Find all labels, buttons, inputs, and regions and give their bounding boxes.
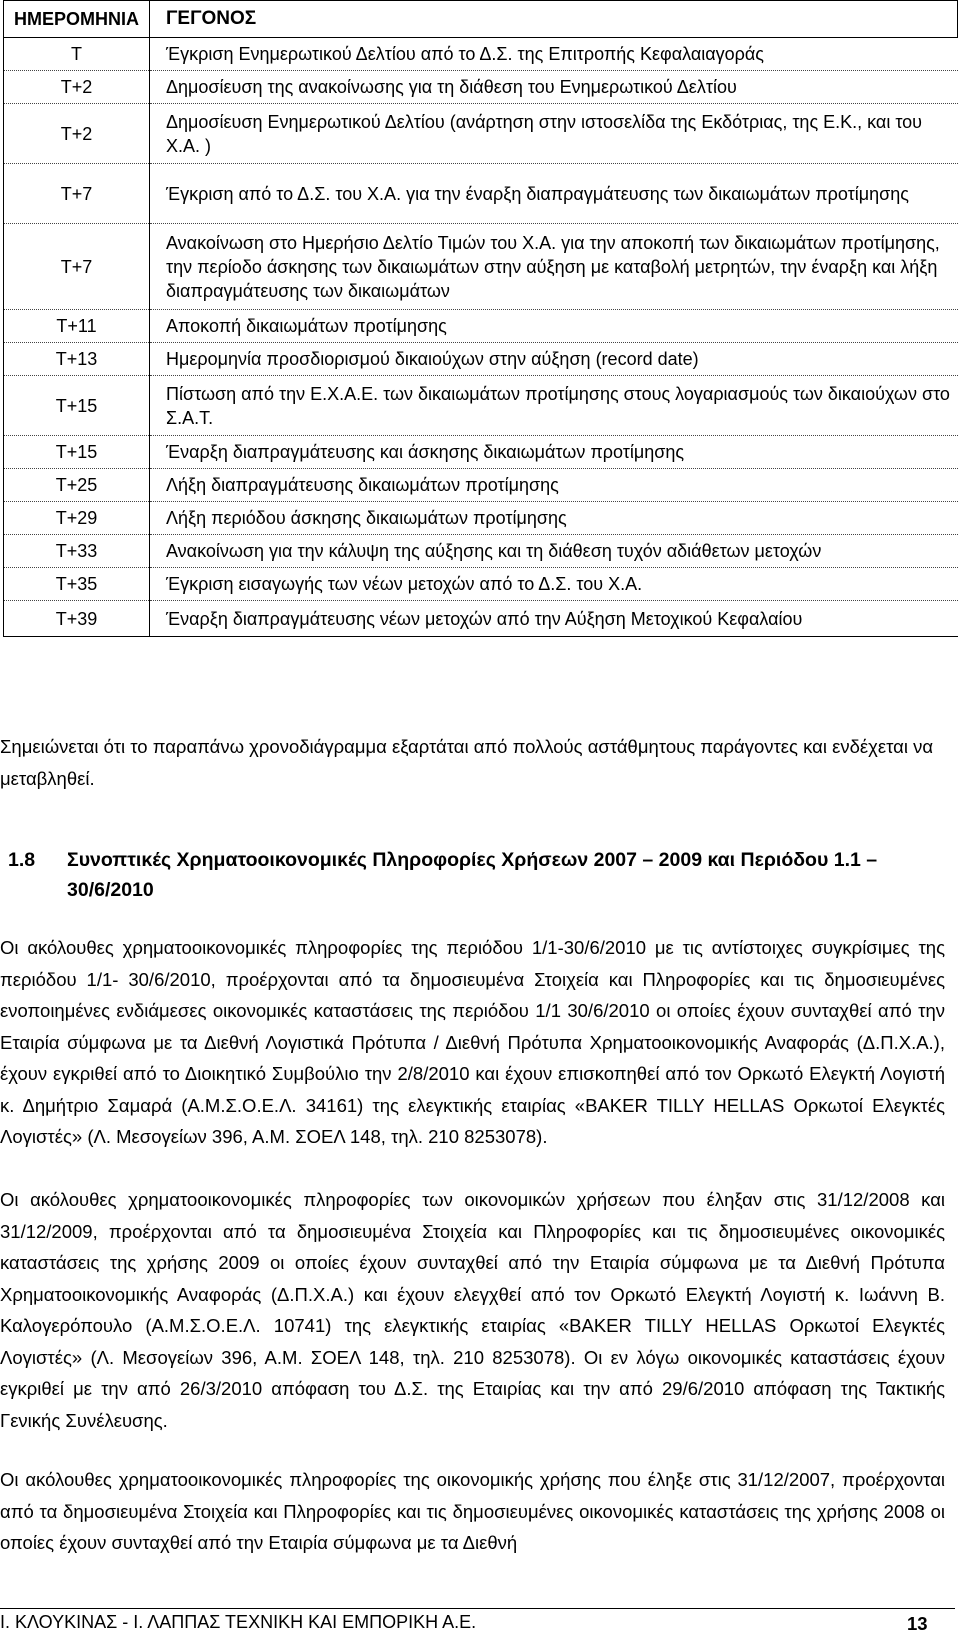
table-row — [4, 310, 958, 343]
row-date: Τ+39 — [4, 601, 150, 637]
row-event: Λήξη περιόδου άσκησης δικαιωμάτων προτίμησης — [150, 502, 958, 535]
row-event: Έναρξη διαπραγμάτευσης νέων μετοχών από την Αύξηση Μετοχικού Κεφαλαίου — [150, 601, 958, 637]
section-number: 1.8 — [8, 849, 36, 871]
table-row — [4, 436, 958, 469]
row-event: Ανακοίνωση στο Ημερήσιο Δελτίο Τιμών του Χ.Α. για την αποκοπή των δικαιωμάτων προτίμησης, την περίοδο άσκησης των δικαιωμάτων στην αύξηση με καταβολή μετρητών, την έναρξη και λήξη διαπραγμάτευσης των δικαιωμάτων — [150, 224, 958, 310]
footer-company: Ι. ΚΛΟΥΚΙΝΑΣ - Ι. ΛΑΠΠΑΣ ΤΕΧΝΙΚΗ ΚΑΙ ΕΜΠΟΡΙΚΗ Α.Ε. — [0, 1612, 477, 1632]
table-row — [4, 38, 958, 71]
row-date: Τ+15 — [4, 376, 150, 436]
table-row — [4, 535, 958, 568]
row-event: Έγκριση εισαγωγής των νέων μετοχών από το Δ.Σ. του Χ.Α. — [150, 568, 958, 601]
table-row — [4, 224, 958, 310]
row-event: Ανακοίνωση για την κάλυψη της αύξησης και τη διάθεση τυχόν αδιάθετων μετοχών — [150, 535, 958, 568]
row-date: Τ+35 — [4, 568, 150, 601]
row-event: Αποκοπή δικαιωμάτων προτίμησης — [150, 310, 958, 343]
row-event: Ημερομηνία προσδιορισμού δικαιούχων στην αύξηση (record date) — [150, 343, 958, 376]
row-date: Τ+13 — [4, 343, 150, 376]
row-date: Τ+7 — [4, 224, 150, 310]
table-row — [4, 469, 958, 502]
row-date: Τ+29 — [4, 502, 150, 535]
row-date: Τ+15 — [4, 436, 150, 469]
page-number: 13 — [907, 1613, 928, 1634]
table-row — [4, 164, 958, 224]
event-column-header: ΓΕΓΟΝΟΣ — [150, 1, 958, 38]
row-date: Τ+33 — [4, 535, 150, 568]
paragraph: Οι ακόλουθες χρηματοοικονομικές πληροφορίες της περιόδου 1/1-30/6/2010 με τις αντίστοιχες συγκρίσιμες της περιόδου 1/1- 30/6/2010, προέρχονται από τα δημοσιευμένα Στοιχεία και Πληροφορίες και τις δημοσιευμένες ενοποιημένες ενδιάμεσες οικονομικές καταστάσεις της περιόδου 1/1 30/6/2010 οι οποίες έχουν συνταχθεί από την Εταιρία σύμφωνα με τα Διεθνή Λογιστικά Πρότυπα / Διεθνή Πρότυπα Χρηματοοικονομικής Αναφοράς (Δ.Π.Χ.Α.), έχουν εγκριθεί από το Διοικητικό Συμβούλιο την 2/8/2010 και έχουν επισκοπηθεί από τον Ορκωτό Ελεγκτή Λογιστή κ. Δημήτριο Σαμαρά (Α.Μ.Σ.Ο.Ε.Λ. 34161) της ελεγκτικής εταιρίας «BAKER TILLY HELLAS Ορκωτοί Ελεγκτές Λογιστές» (Λ. Μεσογείων 396, Α.Μ. ΣΟΕΛ 148, τηλ. 210 8253078). — [0, 937, 945, 1147]
table-row — [4, 568, 958, 601]
table-row — [4, 601, 958, 637]
row-date: Τ+7 — [4, 164, 150, 224]
footer-divider — [0, 1608, 955, 1609]
paragraph: Οι ακόλουθες χρηματοοικονομικές πληροφορίες της οικονομικής χρήσης που έληξε στις 31/12/2007, προέρχονται από τα δημοσιευμένα Στοιχεία και Πληροφορίες και τις δημοσιευμένες οικονομικές καταστάσεις της χρήσης 2008 οι οποίες έχουν συνταχθεί από την Εταιρία σύμφωνα με τα Διεθνή — [0, 1469, 945, 1553]
row-date: Τ+2 — [4, 104, 150, 164]
section-title-line2: 30/6/2010 — [67, 879, 154, 901]
table-row — [4, 71, 958, 104]
row-event: Δημοσίευση της ανακοίνωσης για τη διάθεση του Ενημερωτικού Δελτίου — [150, 71, 958, 104]
timetable — [3, 0, 958, 637]
date-column-header: ΗΜΕΡΟΜΗΝΙΑ — [4, 1, 150, 38]
paragraph: Οι ακόλουθες χρηματοοικονομικές πληροφορίες των οικονομικών χρήσεων που έληξαν στις 31/12/2008 και 31/12/2009, προέρχονται από τα δημοσιευμένα Στοιχεία και Πληροφορίες και τις δημοσιευμένες οικονομικές καταστάσεις της χρήσης 2009 οι οποίες έχουν συνταχθεί από την Εταιρία σύμφωνα με τα Διεθνή Πρότυπα Χρηματοοικονομικής Αναφοράς (Δ.Π.Χ.Α.) και έχουν ελεγχθεί από τον Ορκωτό Ελεγκτή Λογιστή κ. Ιωάννη Β. Καλογερόπουλο (Α.Μ.Σ.Ο.Ε.Λ. 10741) της ελεγκτικής εταιρίας «BAKER TILLY HELLAS Ορκωτοί Ελεγκτές Λογιστές» (Λ. Μεσογείων 396, Α.Μ. ΣΟΕΛ 148, τηλ. 210 8253078). Οι εν λόγω οικονομικές καταστάσεις έχουν εγκριθεί με την από 26/3/2010 απόφαση του Δ.Σ. της Εταιρίας και την από 29/6/2010 απόφαση της Τακτικής Γενικής Συνέλευσης. — [0, 1189, 945, 1431]
row-date: Τ+2 — [4, 71, 150, 104]
table-row — [4, 502, 958, 535]
row-date: T — [4, 38, 150, 71]
table-row — [4, 343, 958, 376]
section-title: Συνοπτικές Χρηματοοικονομικές Πληροφορίες Χρήσεων 2007 – 2009 και Περιόδου 1.1 – — [67, 849, 878, 871]
row-event: Δημοσίευση Ενημερωτικού Δελτίου (ανάρτηση στην ιστοσελίδα της Εκδότριας, της Ε.Κ., και του Χ.Α. ) — [150, 104, 958, 164]
table-row — [4, 104, 958, 164]
row-event: Λήξη διαπραγμάτευσης δικαιωμάτων προτίμησης — [150, 469, 958, 502]
row-event: Έναρξη διαπραγμάτευσης και άσκησης δικαιωμάτων προτίμησης — [150, 436, 958, 469]
row-date: Τ+25 — [4, 469, 150, 502]
timetable-header — [4, 1, 958, 38]
row-event: Έγκριση από το Δ.Σ. του Χ.Α. για την έναρξη διαπραγμάτευσης των δικαιωμάτων προτίμησης — [150, 164, 958, 224]
row-event: Πίστωση από την Ε.Χ.Α.Ε. των δικαιωμάτων προτίμησης στους λογαριασμούς των δικαιούχων στο Σ.Α.Τ. — [150, 376, 958, 436]
schedule-note: Σημειώνεται ότι το παραπάνω χρονοδιάγραμμα εξαρτάται από πολλούς αστάθμητους παράγοντες και ενδέχεται να μεταβληθεί. — [0, 736, 934, 789]
row-event: Έγκριση Ενημερωτικού Δελτίου από το Δ.Σ. της Επιτροπής Κεφαλαιαγοράς — [150, 38, 958, 71]
row-date: Τ+11 — [4, 310, 150, 343]
table-row — [4, 376, 958, 436]
